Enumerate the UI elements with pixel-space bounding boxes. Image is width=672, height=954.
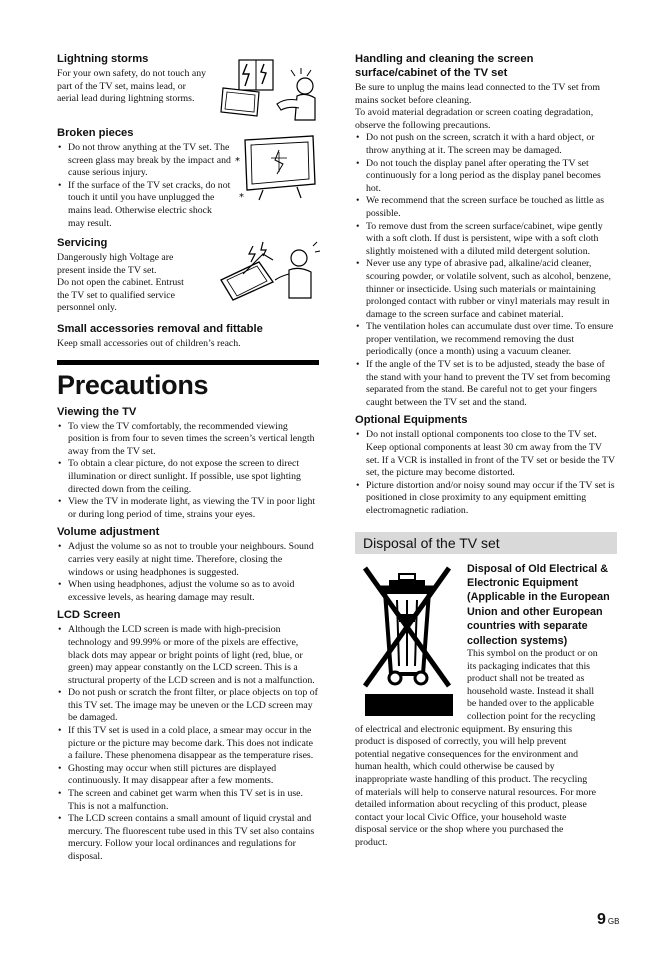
list-item: • To obtain a clear picture, do not expose the screen to direct illumination or direct sunlight. If possible, use spot lighting directed down from the ceiling. — [57, 458, 319, 496]
disposal-heading-line: Electronic Equipment — [467, 577, 578, 589]
left-column — [57, 52, 319, 864]
title-rule — [57, 360, 319, 365]
lightning-text-line: aerial lead during lightning storms. — [57, 93, 195, 105]
page-number-suffix: GB — [607, 917, 620, 926]
servicing-text-line: present inside the TV set. — [57, 264, 157, 276]
list-item: • If the angle of the TV set is to be adjusted, steady the base of the stand with your hand to prevent the TV set from becoming separated from the stand. Be careful not to get your fingers caught between the TV set and the stand. — [355, 359, 617, 409]
disposal-text-line: product is disposed of correctly, you will help prevent — [355, 736, 567, 748]
heading-optional: Optional Equipments — [355, 414, 468, 427]
volume-list — [57, 541, 319, 604]
disposal-text-line: product. — [355, 836, 388, 848]
svg-text:*: * — [235, 156, 240, 167]
heading-handling: Handling and cleaning the screen surface/cabinet of the TV set — [355, 53, 534, 79]
list-item: • Adjust the volume so as not to trouble your neighbours. Sound carries very easily at night time. Therefore, closing the windows or using headphones is suggested. — [57, 541, 319, 579]
servicing-text-line: personnel only. — [57, 302, 117, 314]
list-item: • The screen and cabinet get warm when this TV set is in use. This is not a malfunction. — [57, 788, 319, 813]
disposal-text-line: contact your local Civic Office, your household waste — [355, 811, 567, 823]
lightning-text-line: For your own safety, do not touch any — [57, 68, 207, 79]
disposal-section-bar: Disposal of the TV set — [355, 532, 617, 554]
heading-servicing: Servicing — [57, 237, 108, 249]
page-title: Precautions — [57, 369, 209, 400]
viewing-list — [57, 421, 319, 522]
disposal-heading-line: countries with separate — [467, 620, 588, 633]
disposal-heading-line: collection systems) — [467, 634, 568, 647]
heading-lightning-storms: Lightning storms — [57, 53, 149, 65]
list-item: • If the surface of the TV set cracks, do not touch it until you have unplugged the mains lead. Otherwise electric shock may result. — [57, 180, 231, 230]
handling-intro: Be sure to unplug the mains lead connected to the TV set from mains socket before cleaning. — [355, 82, 601, 106]
heading-broken-pieces: Broken pieces — [57, 127, 134, 139]
list-item: • To view the TV comfortably, the recommended viewing position is from four to seven times the screen’s vertical length away from the TV set. — [57, 421, 319, 459]
heading-viewing: Viewing the TV — [57, 405, 137, 418]
heading-small-accessories: Small accessories removal and fittable — [57, 323, 263, 335]
list-item: • To remove dust from the screen surface/cabinet, wipe gently with a soft cloth. If dust is persistent, wipe with a soft cloth slightly moistened with a diluted mild detergent solution. — [355, 221, 617, 259]
list-item: • Do not touch the display panel after operating the TV set continuously for a long period as the display panel becomes hot. — [355, 158, 617, 196]
list-item: • Never use any type of abrasive pad, alkaline/acid cleaner, scouring powder, or volatile solvent, such as alcohol, benzene, thinner or insecticide. Using such materials or maintaining prolonged contact with rubber or vinyl materials may result in damage to the screen surface and cabinet material. — [355, 258, 617, 321]
section-small-accessories — [57, 322, 319, 351]
lcd-list — [57, 624, 319, 863]
disposal-text-line: collection point for the recycling — [467, 711, 596, 722]
list-item: • The LCD screen contains a small amount of liquid crystal and mercury. The fluorescent tube used in this TV set also contains mercury. Follow your local ordinances and regulations for disposal. — [57, 813, 319, 863]
small-accessories-text: Keep small accessories out of children’s reach. — [57, 338, 241, 349]
list-item: • Do not push on the screen, scratch it with a hard object, or throw anything at it. The screen may be damaged. — [355, 132, 617, 157]
list-item: • When using headphones, adjust the volume so as to avoid excessive levels, as hearing damage may result. — [57, 579, 319, 604]
heading-volume: Volume adjustment — [57, 526, 160, 539]
disposal-text-line: human health, which could otherwise be caused by — [355, 761, 555, 773]
list-item: • Do not throw anything at the TV set. The screen glass may break by the impact and cause serious injury. — [57, 142, 231, 180]
handling-intro-2: To avoid material degradation or screen coating degradation, observe the following precautions. — [355, 107, 594, 131]
disposal-text-line: of electrical and electronic equipment. By ensuring this — [355, 723, 573, 735]
section-lightning-storms — [57, 52, 319, 126]
disposal-heading-line: (Applicable in the European — [467, 591, 610, 604]
disposal-heading-line: Disposal of Old Electrical & — [467, 562, 608, 575]
disposal-text-line: detailed information about recycling of this product, please — [355, 799, 587, 811]
list-item: • Ghosting may occur when still pictures are displayed continuously. It may disappear after a few moments. — [57, 763, 319, 788]
section-optional — [355, 413, 617, 517]
disposal-text-line: product shall not be treated as — [467, 673, 585, 685]
list-item: • We recommend that the screen surface be touched as little as possible. — [355, 195, 617, 220]
section-lcd — [57, 608, 319, 863]
optional-list — [355, 429, 617, 517]
disposal-text-line: be handed over to the applicable — [467, 698, 595, 710]
servicing-text-line: Dangerously high Voltage are — [57, 252, 174, 263]
disposal-text-line: household waste. Instead it shall — [467, 685, 595, 697]
list-item: • Do not install optional components too close to the TV set. Keep optional components at least 30 cm away from the TV set. If a VCR is installed in front of the TV set or beside the TV set, the picture may become distorted. — [355, 429, 617, 479]
section-broken-pieces — [57, 126, 319, 236]
list-item: • Do not push or scratch the front filter, or place objects on top of this TV set. The image may be uneven or the LCD screen may be damaged. — [57, 687, 319, 725]
broken-pieces-list — [57, 142, 231, 230]
list-item: • If this TV set is used in a cold place, a smear may occur in the picture or the picture may become dark. This does not indicate a failure. These phenomena disappear as the temperature rises. — [57, 725, 319, 763]
heading-lcd: LCD Screen — [57, 609, 121, 622]
weee-symbol-box — [355, 562, 467, 724]
list-item: • Although the LCD screen is made with high-precision technology and 99.99% or more of the pixels are effective, black dots may appear or bright points of light (red, blue, or green) may appear constantly on the LCD screen. This is a structural property of the LCD screen and is not a malfunction. — [57, 624, 319, 687]
section-disposal — [355, 562, 617, 850]
disposal-text-line: This symbol on the product or on — [467, 648, 598, 660]
disposal-text-line: potential negative consequences for the environment and — [355, 748, 579, 760]
handling-list — [355, 132, 617, 409]
section-volume — [57, 525, 319, 604]
crossed-out-bin-icon — [359, 562, 455, 718]
servicing-text-line: the TV set to qualified service — [57, 289, 175, 301]
list-item: • The ventilation holes can accumulate dust over time. To ensure proper ventilation, we recommend removing the dust periodically (once a month) using a vacuum cleaner. — [355, 321, 617, 359]
disposal-text-line: inappropriate waste handling of this product. The recycling — [355, 773, 588, 785]
disposal-text-line: disposal service or the shop where you purchased the — [355, 824, 564, 836]
disposal-text-line: its packaging indicates that this — [467, 660, 590, 672]
right-column — [355, 52, 617, 850]
section-viewing — [57, 405, 319, 522]
broken-screen-illustration — [233, 134, 321, 204]
disposal-text-line: of materials will help to conserve natural resources. For more — [355, 786, 597, 798]
page-number-value: 9 — [597, 911, 606, 928]
svg-text:*: * — [239, 192, 244, 203]
list-item: • Picture distortion and/or noisy sound may occur if the TV set is positioned in close proximity to any equipment emitting electromagnetic radiation. — [355, 480, 617, 518]
page-number — [597, 911, 619, 929]
list-item: • View the TV in moderate light, as viewing the TV in poor light or during long period of time, strains your eyes. — [57, 496, 319, 521]
lightning-illustration — [219, 58, 323, 122]
section-servicing — [57, 236, 319, 322]
section-handling — [355, 52, 617, 409]
servicing-text-line: Do not open the cabinet. Entrust — [57, 277, 184, 289]
servicing-illustration — [217, 240, 321, 306]
lightning-text-line: part of the TV set, mains lead, or — [57, 80, 186, 92]
disposal-heading-line: Union and other European — [467, 605, 603, 618]
